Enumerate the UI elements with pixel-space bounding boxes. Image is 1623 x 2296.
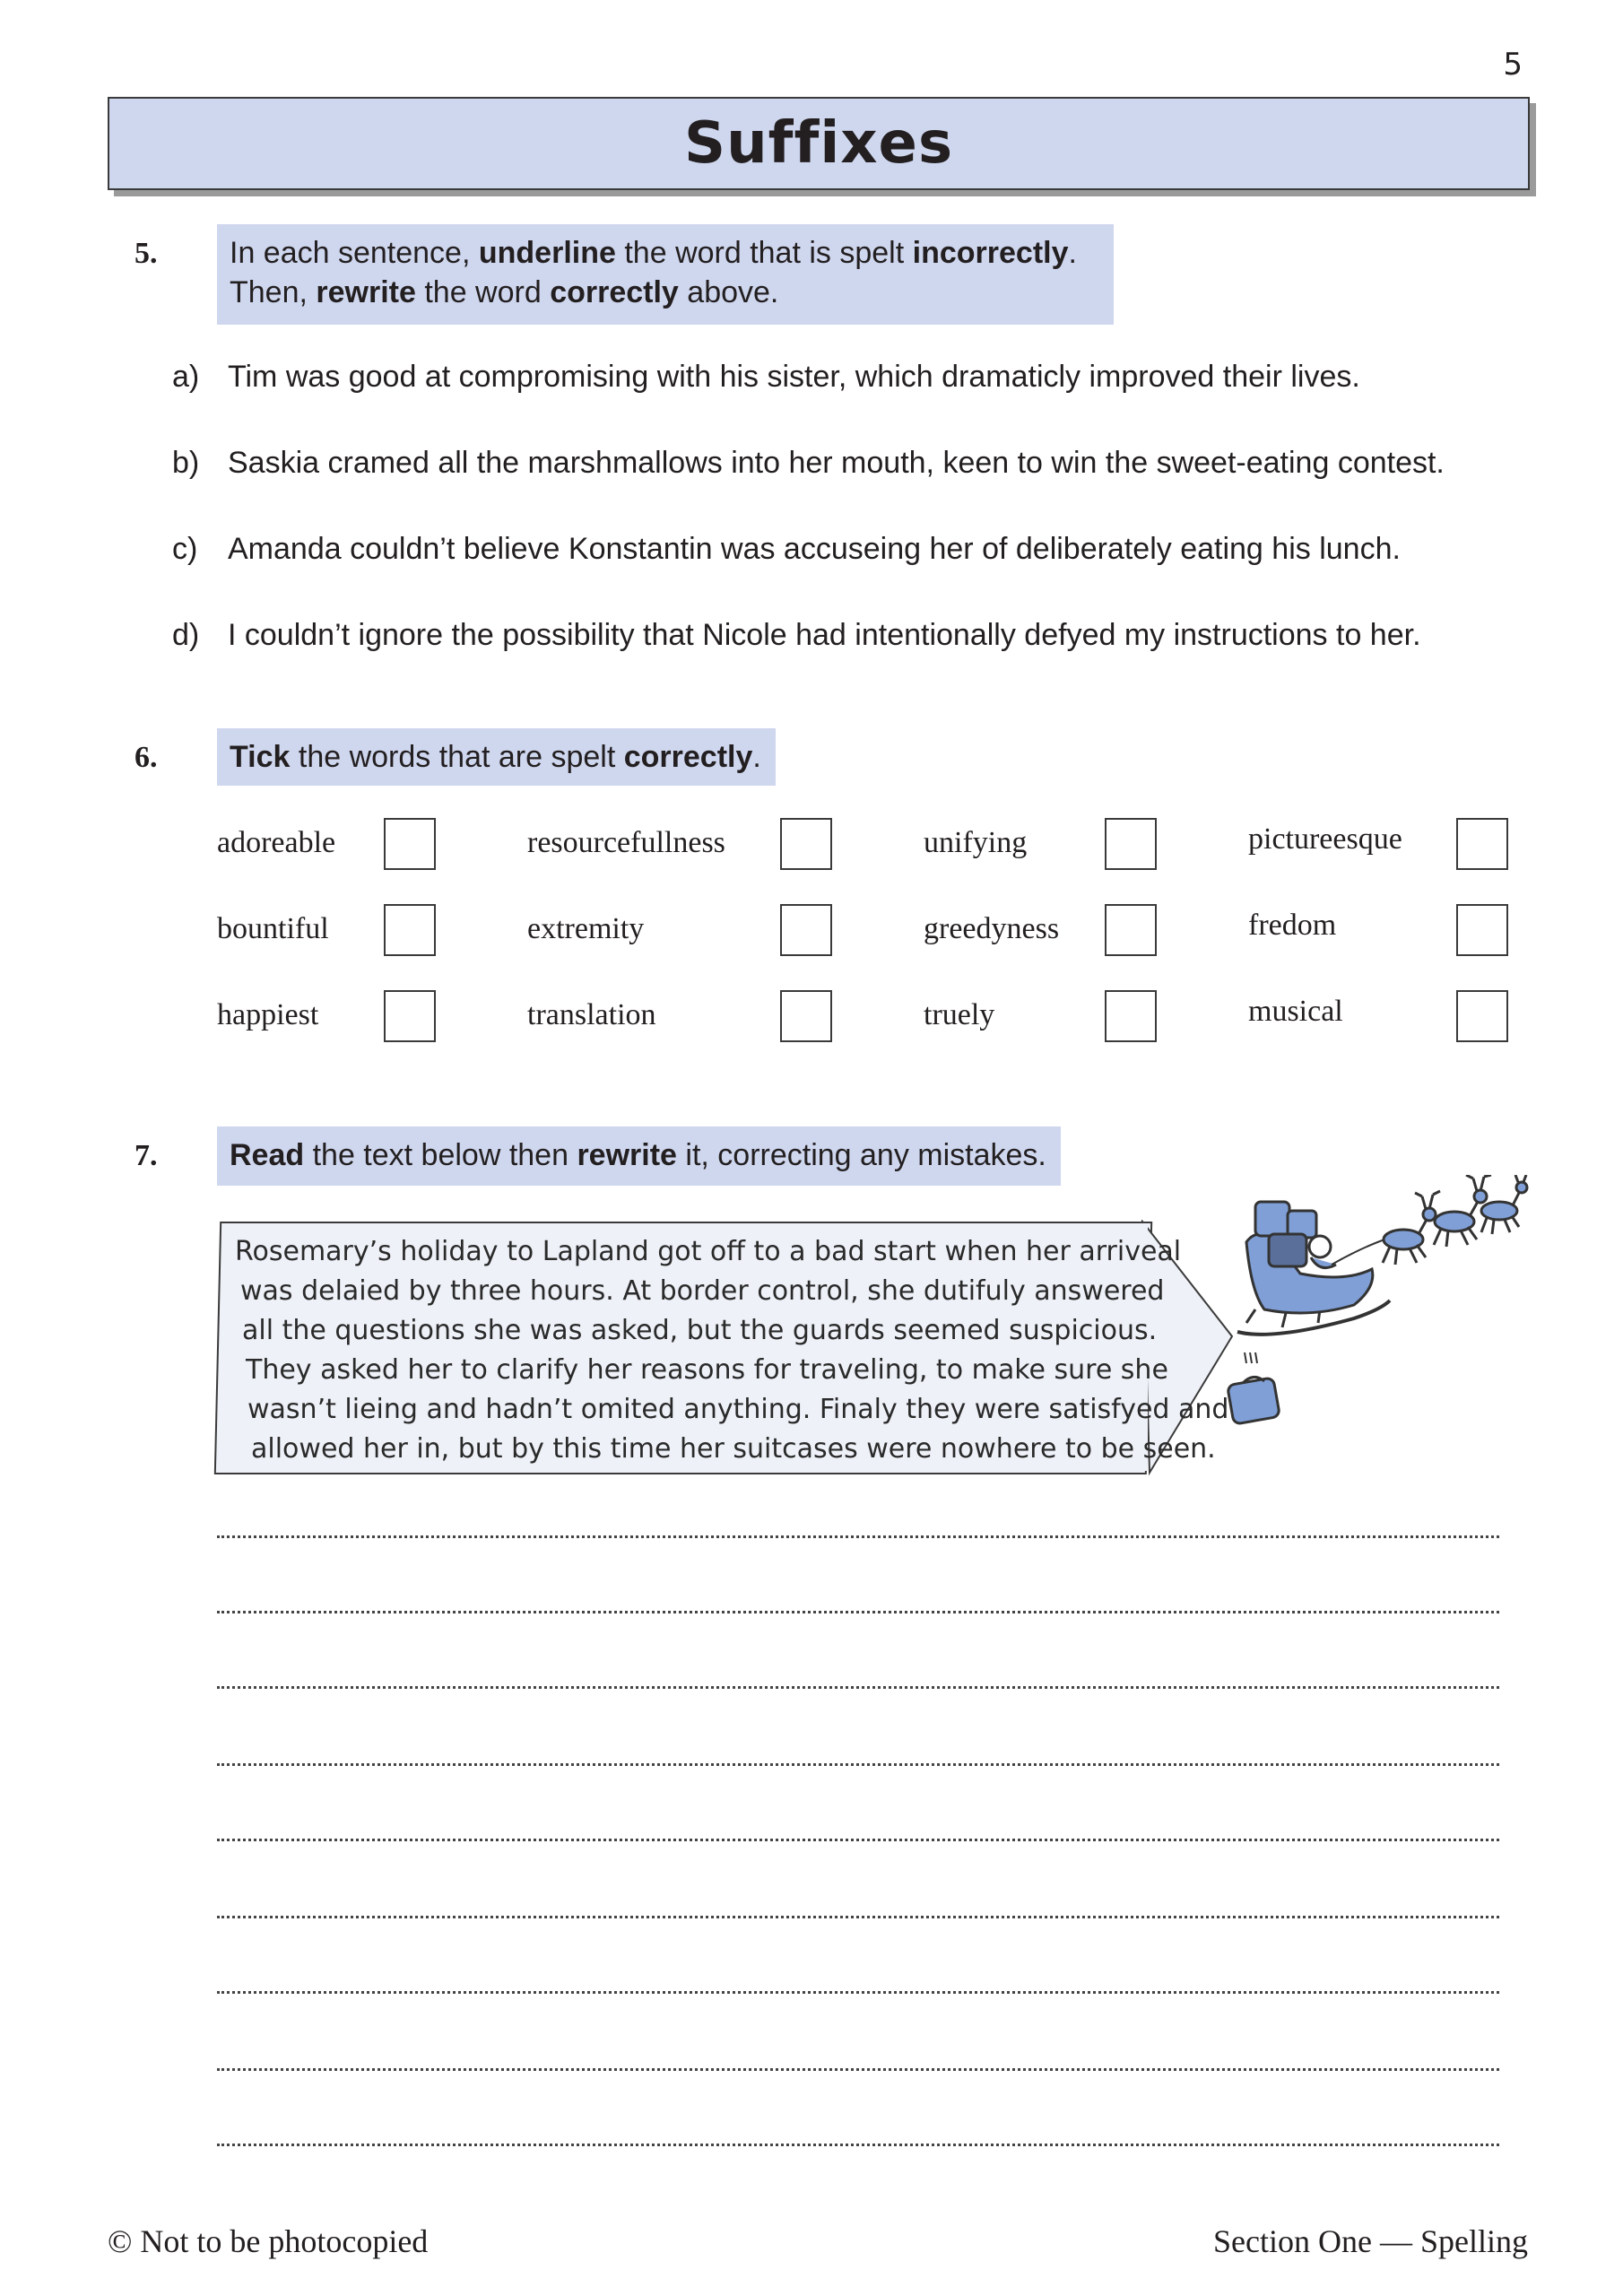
tick-box[interactable]: [1105, 818, 1157, 870]
tick-box[interactable]: [384, 904, 436, 956]
question-6-number: 6.: [135, 741, 158, 774]
sentence-a: [172, 357, 1360, 396]
answer-line[interactable]: [217, 1839, 1499, 1841]
word-option: greedyness: [924, 912, 1060, 945]
sentence-c: [172, 529, 1401, 569]
sentence-letter: a): [172, 360, 200, 394]
word-option: happiest: [217, 998, 319, 1031]
word-option: bountiful: [217, 912, 329, 945]
word-option: resourcefullness: [527, 826, 725, 859]
tick-box[interactable]: [384, 818, 436, 870]
answer-line[interactable]: [217, 1916, 1499, 1918]
question-5-instruction-line-1: In each sentence, underline the word that is spelt incorrectly.: [230, 236, 1077, 270]
answer-line[interactable]: [217, 1686, 1499, 1689]
sentence-text[interactable]: Tim was good at compromising with his sister, which dramaticly improved their lives.: [228, 360, 1360, 394]
tick-box[interactable]: [384, 990, 436, 1042]
question-6-instruction: Tick the words that are spelt correctly.: [217, 728, 776, 786]
sentence-text[interactable]: Saskia cramed all the marshmallows into her mouth, keen to win the sweet-eating contest.: [228, 446, 1445, 480]
tick-box[interactable]: [780, 990, 832, 1042]
word-option: adoreable: [217, 826, 336, 859]
tick-box[interactable]: [1456, 904, 1508, 956]
sentence-letter: d): [172, 618, 200, 652]
question-5-instruction: [217, 224, 1114, 325]
word-option: pictureesque: [1248, 822, 1402, 856]
word-option: truely: [924, 998, 995, 1031]
tick-box[interactable]: [780, 904, 832, 956]
word-option: translation: [527, 998, 656, 1031]
word-option: fredom: [1248, 909, 1337, 942]
passage-line: was delaied by three hours. At border control, she dutifuly answered: [240, 1275, 1165, 1307]
sentence-b: [172, 443, 1445, 483]
page-title: Suffixes: [683, 110, 954, 177]
passage-line: allowed her in, but by this time her suitcases were nowhere to be seen.: [251, 1433, 1216, 1465]
answer-line[interactable]: [217, 1611, 1499, 1613]
passage-line: Rosemary’s holiday to Lapland got off to a bad start when her arriveal: [235, 1236, 1182, 1267]
section-label: Section One — Spelling: [1213, 2223, 1528, 2259]
sentence-text[interactable]: I couldn’t ignore the possibility that Nicole had intentionally defyed my instructions to her.: [228, 618, 1421, 652]
copyright-notice: © Not to be photocopied: [108, 2223, 429, 2259]
answer-line[interactable]: [217, 2144, 1499, 2146]
question-7-number: 7.: [135, 1139, 158, 1172]
title-banner: [108, 97, 1530, 190]
answer-line[interactable]: [217, 2068, 1499, 2071]
question-7-instruction: Read the text below then rewrite it, correcting any mistakes.: [217, 1126, 1061, 1186]
sleigh-reindeer-illustration: [1219, 1175, 1533, 1462]
passage-line: They asked her to clarify her reasons for traveling, to make sure she: [246, 1354, 1168, 1386]
tick-box[interactable]: [1105, 990, 1157, 1042]
sentence-letter: b): [172, 446, 200, 480]
passage-text: [235, 1232, 1228, 1469]
word-option: musical: [1248, 995, 1343, 1028]
tick-box[interactable]: [1456, 818, 1508, 870]
answer-line[interactable]: [217, 1991, 1499, 1994]
sentence-d: [172, 615, 1421, 655]
tick-box[interactable]: [780, 818, 832, 870]
passage-line: all the questions she was asked, but the guards seemed suspicious.: [242, 1315, 1158, 1346]
sentence-letter: c): [172, 532, 198, 566]
passage-line: wasn’t lieing and hadn’t omited anything. Finaly they were satisfyed and: [247, 1394, 1229, 1425]
sentence-text[interactable]: Amanda couldn’t believe Konstantin was accuseing her of deliberately eating his lunch.: [228, 532, 1401, 566]
word-option: unifying: [924, 826, 1028, 859]
answer-line[interactable]: [217, 1535, 1499, 1538]
tick-box[interactable]: [1456, 990, 1508, 1042]
page-number: 5: [1503, 47, 1523, 83]
tick-box[interactable]: [1105, 904, 1157, 956]
question-5-number: 5.: [135, 237, 158, 270]
question-5-instruction-line-2: Then, rewrite the word correctly above.: [230, 275, 779, 309]
answer-line[interactable]: [217, 1763, 1499, 1766]
word-option: extremity: [527, 912, 645, 945]
